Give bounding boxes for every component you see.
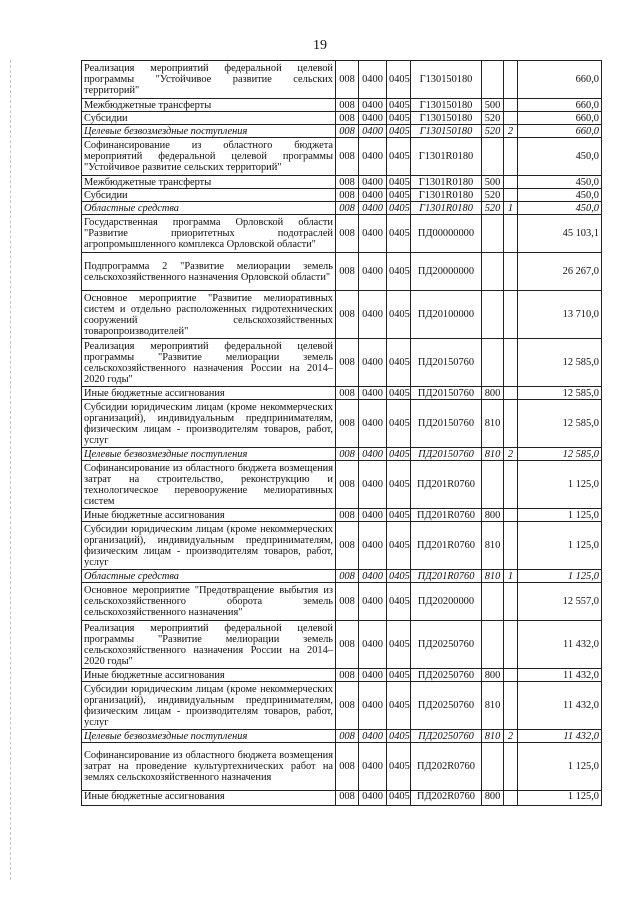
table-row	[82, 387, 602, 400]
subsection-code-cell: 0405	[387, 253, 411, 291]
amount-cell: 1 125,0	[518, 509, 602, 522]
item-name-cell: Межбюджетные трансферты	[82, 99, 336, 112]
subsection-code-cell: 0405	[387, 387, 411, 400]
admin-code-cell: 008	[336, 253, 359, 291]
admin-code-cell: 008	[336, 176, 359, 189]
amount-cell: 1 125,0	[518, 743, 602, 791]
subsection-code-cell: 0405	[387, 112, 411, 125]
amount-cell: 11 432,0	[518, 669, 602, 682]
admin-code-cell: 008	[336, 448, 359, 461]
table-row	[82, 253, 602, 291]
section-code-cell: 0400	[359, 176, 387, 189]
item-name-cell: Иные бюджетные ассигнования	[82, 509, 336, 522]
amount-cell: 450,0	[518, 138, 602, 176]
section-code-cell: 0400	[359, 253, 387, 291]
funding-source-cell	[504, 743, 518, 791]
expense-type-cell: 810	[482, 570, 504, 583]
amount-cell: 660,0	[518, 125, 602, 138]
amount-cell: 12 585,0	[518, 400, 602, 448]
admin-code-cell: 008	[336, 461, 359, 509]
funding-source-cell	[504, 387, 518, 400]
item-name-cell: Областные средства	[82, 202, 336, 215]
subsection-code-cell: 0405	[387, 730, 411, 743]
table-row	[82, 215, 602, 253]
target-article-cell: ПД20100000	[411, 291, 482, 339]
target-article-cell: ПД20150760	[411, 400, 482, 448]
expense-type-cell: 810	[482, 448, 504, 461]
amount-cell: 45 103,1	[518, 215, 602, 253]
section-code-cell: 0400	[359, 743, 387, 791]
page-number: 19	[313, 38, 327, 53]
item-name-cell: Субсидии юридическим лицам (кроме некоммерческих организаций), индивидуальным предпринимателям, физическим лицам - производителям товаров, работ, услуг	[82, 400, 336, 448]
table-row	[82, 99, 602, 112]
item-name-cell: Целевые безвозмездные поступления	[82, 448, 336, 461]
section-code-cell: 0400	[359, 621, 387, 669]
item-name-cell: Иные бюджетные ассигнования	[82, 791, 336, 806]
item-name-cell: Основное мероприятие "Развитие мелиоративных систем и отдельно расположенных гидротехнических сооружений сельскохозяйственных товаропроизводителей"	[82, 291, 336, 339]
subsection-code-cell: 0405	[387, 291, 411, 339]
expense-type-cell	[482, 138, 504, 176]
funding-source-cell	[504, 669, 518, 682]
admin-code-cell: 008	[336, 125, 359, 138]
item-name-cell: Целевые безвозмездные поступления	[82, 125, 336, 138]
funding-source-cell	[504, 253, 518, 291]
subsection-code-cell: 0405	[387, 202, 411, 215]
funding-source-cell	[504, 400, 518, 448]
table-row	[82, 509, 602, 522]
item-name-cell: Софинансирование из областного бюджета возмещения затрат на строительство, реконструкцию и технологическое перевооружение мелиоративных систем	[82, 461, 336, 509]
section-code-cell: 0400	[359, 189, 387, 202]
table-row	[82, 682, 602, 730]
expense-type-cell	[482, 621, 504, 669]
funding-source-cell	[504, 61, 518, 99]
section-code-cell: 0400	[359, 682, 387, 730]
funding-source-cell	[504, 339, 518, 387]
expense-type-cell	[482, 743, 504, 791]
table-row	[82, 291, 602, 339]
admin-code-cell: 008	[336, 339, 359, 387]
expense-type-cell: 520	[482, 189, 504, 202]
expense-type-cell	[482, 253, 504, 291]
funding-source-cell	[504, 138, 518, 176]
section-code-cell: 0400	[359, 448, 387, 461]
table-row	[82, 339, 602, 387]
admin-code-cell: 008	[336, 730, 359, 743]
section-code-cell: 0400	[359, 61, 387, 99]
table-row	[82, 791, 602, 806]
target-article-cell: Г1301R0180	[411, 138, 482, 176]
funding-source-cell	[504, 791, 518, 806]
target-article-cell: ПД201R0760	[411, 570, 482, 583]
amount-cell: 450,0	[518, 202, 602, 215]
section-code-cell: 0400	[359, 202, 387, 215]
amount-cell: 1 125,0	[518, 522, 602, 570]
admin-code-cell: 008	[336, 215, 359, 253]
target-article-cell: ПД202R0760	[411, 791, 482, 806]
target-article-cell: ПД20150760	[411, 448, 482, 461]
subsection-code-cell: 0405	[387, 99, 411, 112]
admin-code-cell: 008	[336, 112, 359, 125]
table-row	[82, 621, 602, 669]
expense-type-cell: 500	[482, 99, 504, 112]
target-article-cell: ПД20200000	[411, 583, 482, 621]
section-code-cell: 0400	[359, 400, 387, 448]
section-code-cell: 0400	[359, 387, 387, 400]
item-name-cell: Реализация мероприятий федеральной целевой программы "Устойчивое развитие сельских территорий"	[82, 61, 336, 99]
admin-code-cell: 008	[336, 570, 359, 583]
target-article-cell: ПД20000000	[411, 253, 482, 291]
target-article-cell: ПД201R0760	[411, 509, 482, 522]
amount-cell: 11 432,0	[518, 730, 602, 743]
funding-source-cell: 1	[504, 570, 518, 583]
section-code-cell: 0400	[359, 583, 387, 621]
admin-code-cell: 008	[336, 202, 359, 215]
funding-source-cell	[504, 189, 518, 202]
target-article-cell: Г130150180	[411, 125, 482, 138]
admin-code-cell: 008	[336, 583, 359, 621]
expense-type-cell: 800	[482, 791, 504, 806]
section-code-cell: 0400	[359, 522, 387, 570]
table-row	[82, 583, 602, 621]
target-article-cell: ПД20250760	[411, 730, 482, 743]
section-code-cell: 0400	[359, 669, 387, 682]
item-name-cell: Субсидии юридическим лицам (кроме некоммерческих организаций), индивидуальным предпринимателям, физическим лицам - производителям товаров, работ, услуг	[82, 522, 336, 570]
subsection-code-cell: 0405	[387, 138, 411, 176]
amount-cell: 450,0	[518, 176, 602, 189]
section-code-cell: 0400	[359, 791, 387, 806]
expense-type-cell	[482, 339, 504, 387]
funding-source-cell	[504, 621, 518, 669]
target-article-cell: ПД20150760	[411, 339, 482, 387]
table-row	[82, 570, 602, 583]
expense-type-cell: 800	[482, 509, 504, 522]
funding-source-cell	[504, 291, 518, 339]
table-row	[82, 730, 602, 743]
admin-code-cell: 008	[336, 743, 359, 791]
admin-code-cell: 008	[336, 138, 359, 176]
item-name-cell: Реализация мероприятий федеральной целевой программы "Развитие мелиорации земель сельскохозяйственного назначения России на 2014–2020 годы"	[82, 621, 336, 669]
expense-type-cell: 520	[482, 202, 504, 215]
expense-type-cell: 810	[482, 400, 504, 448]
target-article-cell: Г130150180	[411, 99, 482, 112]
target-article-cell: ПД202R0760	[411, 743, 482, 791]
amount-cell: 13 710,0	[518, 291, 602, 339]
item-name-cell: Подпрограмма 2 "Развитие мелиорации земель сельскохозяйственного назначения Орловской области"	[82, 253, 336, 291]
expense-type-cell	[482, 61, 504, 99]
subsection-code-cell: 0405	[387, 215, 411, 253]
item-name-cell: Субсидии юридическим лицам (кроме некоммерческих организаций), индивидуальным предпринимателям, физическим лицам - производителям товаров, работ, услуг	[82, 682, 336, 730]
subsection-code-cell: 0405	[387, 509, 411, 522]
admin-code-cell: 008	[336, 522, 359, 570]
table-row	[82, 202, 602, 215]
amount-cell: 450,0	[518, 189, 602, 202]
funding-source-cell: 2	[504, 125, 518, 138]
subsection-code-cell: 0405	[387, 791, 411, 806]
target-article-cell: ПД20250760	[411, 621, 482, 669]
admin-code-cell: 008	[336, 669, 359, 682]
funding-source-cell	[504, 682, 518, 730]
item-name-cell: Областные средства	[82, 570, 336, 583]
amount-cell: 12 585,0	[518, 448, 602, 461]
amount-cell: 12 585,0	[518, 387, 602, 400]
expense-type-cell: 800	[482, 387, 504, 400]
target-article-cell: ПД201R0760	[411, 461, 482, 509]
subsection-code-cell: 0405	[387, 400, 411, 448]
subsection-code-cell: 0405	[387, 583, 411, 621]
table-row	[82, 743, 602, 791]
admin-code-cell: 008	[336, 291, 359, 339]
target-article-cell: Г130150180	[411, 112, 482, 125]
subsection-code-cell: 0405	[387, 570, 411, 583]
item-name-cell: Софинансирование из областного бюджета возмещения затрат на проведение культуртехнических работ на землях сельскохозяйственного назначения	[82, 743, 336, 791]
funding-source-cell	[504, 461, 518, 509]
section-code-cell: 0400	[359, 138, 387, 176]
subsection-code-cell: 0405	[387, 125, 411, 138]
subsection-code-cell: 0405	[387, 743, 411, 791]
scan-margin-line	[10, 60, 11, 880]
admin-code-cell: 008	[336, 387, 359, 400]
funding-source-cell	[504, 215, 518, 253]
item-name-cell: Целевые безвозмездные поступления	[82, 730, 336, 743]
item-name-cell: Основное мероприятие "Предотвращение выбытия из сельскохозяйственного оборота земель сельскохозяйственного назначения"	[82, 583, 336, 621]
table-row	[82, 448, 602, 461]
subsection-code-cell: 0405	[387, 61, 411, 99]
item-name-cell: Софинансирование из областного бюджета мероприятий федеральной целевой программы "Устойчивое развитие сельских территорий"	[82, 138, 336, 176]
expense-type-cell: 810	[482, 682, 504, 730]
item-name-cell: Иные бюджетные ассигнования	[82, 669, 336, 682]
expense-type-cell: 520	[482, 125, 504, 138]
amount-cell: 11 432,0	[518, 621, 602, 669]
subsection-code-cell: 0405	[387, 176, 411, 189]
amount-cell: 1 125,0	[518, 791, 602, 806]
target-article-cell: Г1301R0180	[411, 202, 482, 215]
funding-source-cell	[504, 583, 518, 621]
admin-code-cell: 008	[336, 621, 359, 669]
item-name-cell: Реализация мероприятий федеральной целевой программы "Развитие мелиорации земель сельскохозяйственного назначения России на 2014–2020 годы"	[82, 339, 336, 387]
expense-type-cell	[482, 583, 504, 621]
amount-cell: 12 557,0	[518, 583, 602, 621]
funding-source-cell: 1	[504, 202, 518, 215]
table-row	[82, 461, 602, 509]
admin-code-cell: 008	[336, 682, 359, 730]
funding-source-cell	[504, 99, 518, 112]
expense-type-cell	[482, 291, 504, 339]
expense-type-cell: 520	[482, 112, 504, 125]
amount-cell: 660,0	[518, 99, 602, 112]
subsection-code-cell: 0405	[387, 669, 411, 682]
funding-source-cell	[504, 176, 518, 189]
expense-type-cell	[482, 215, 504, 253]
section-code-cell: 0400	[359, 291, 387, 339]
section-code-cell: 0400	[359, 570, 387, 583]
admin-code-cell: 008	[336, 189, 359, 202]
subsection-code-cell: 0405	[387, 189, 411, 202]
budget-table	[81, 60, 602, 806]
section-code-cell: 0400	[359, 125, 387, 138]
target-article-cell: ПД00000000	[411, 215, 482, 253]
target-article-cell: ПД201R0760	[411, 522, 482, 570]
section-code-cell: 0400	[359, 509, 387, 522]
table-row	[82, 138, 602, 176]
funding-source-cell	[504, 522, 518, 570]
target-article-cell: ПД20250760	[411, 669, 482, 682]
item-name-cell: Государственная программа Орловской области "Развитие приоритетных подотраслей агропромышленного комплекса Орловской области"	[82, 215, 336, 253]
subsection-code-cell: 0405	[387, 621, 411, 669]
expense-type-cell	[482, 461, 504, 509]
target-article-cell: Г1301R0180	[411, 189, 482, 202]
amount-cell: 660,0	[518, 112, 602, 125]
funding-source-cell	[504, 112, 518, 125]
table-row	[82, 669, 602, 682]
target-article-cell: Г1301R0180	[411, 176, 482, 189]
amount-cell: 26 267,0	[518, 253, 602, 291]
item-name-cell: Субсидии	[82, 189, 336, 202]
amount-cell: 660,0	[518, 61, 602, 99]
amount-cell: 11 432,0	[518, 682, 602, 730]
expense-type-cell: 810	[482, 730, 504, 743]
section-code-cell: 0400	[359, 339, 387, 387]
funding-source-cell: 2	[504, 448, 518, 461]
subsection-code-cell: 0405	[387, 461, 411, 509]
amount-cell: 1 125,0	[518, 570, 602, 583]
target-article-cell: ПД20250760	[411, 682, 482, 730]
funding-source-cell: 2	[504, 730, 518, 743]
item-name-cell: Межбюджетные трансферты	[82, 176, 336, 189]
amount-cell: 1 125,0	[518, 461, 602, 509]
budget-table-body	[82, 61, 602, 806]
admin-code-cell: 008	[336, 400, 359, 448]
admin-code-cell: 008	[336, 61, 359, 99]
table-row	[82, 189, 602, 202]
admin-code-cell: 008	[336, 791, 359, 806]
admin-code-cell: 008	[336, 99, 359, 112]
target-article-cell: Г130150180	[411, 61, 482, 99]
amount-cell: 12 585,0	[518, 339, 602, 387]
table-row	[82, 125, 602, 138]
table-row	[82, 112, 602, 125]
item-name-cell: Иные бюджетные ассигнования	[82, 387, 336, 400]
table-row	[82, 176, 602, 189]
section-code-cell: 0400	[359, 215, 387, 253]
table-row	[82, 61, 602, 99]
subsection-code-cell: 0405	[387, 682, 411, 730]
expense-type-cell: 500	[482, 176, 504, 189]
expense-type-cell: 810	[482, 522, 504, 570]
expense-type-cell: 800	[482, 669, 504, 682]
section-code-cell: 0400	[359, 461, 387, 509]
subsection-code-cell: 0405	[387, 448, 411, 461]
section-code-cell: 0400	[359, 99, 387, 112]
table-row	[82, 522, 602, 570]
table-row	[82, 400, 602, 448]
item-name-cell: Субсидии	[82, 112, 336, 125]
funding-source-cell	[504, 509, 518, 522]
subsection-code-cell: 0405	[387, 339, 411, 387]
admin-code-cell: 008	[336, 509, 359, 522]
section-code-cell: 0400	[359, 112, 387, 125]
subsection-code-cell: 0405	[387, 522, 411, 570]
target-article-cell: ПД20150760	[411, 387, 482, 400]
section-code-cell: 0400	[359, 730, 387, 743]
